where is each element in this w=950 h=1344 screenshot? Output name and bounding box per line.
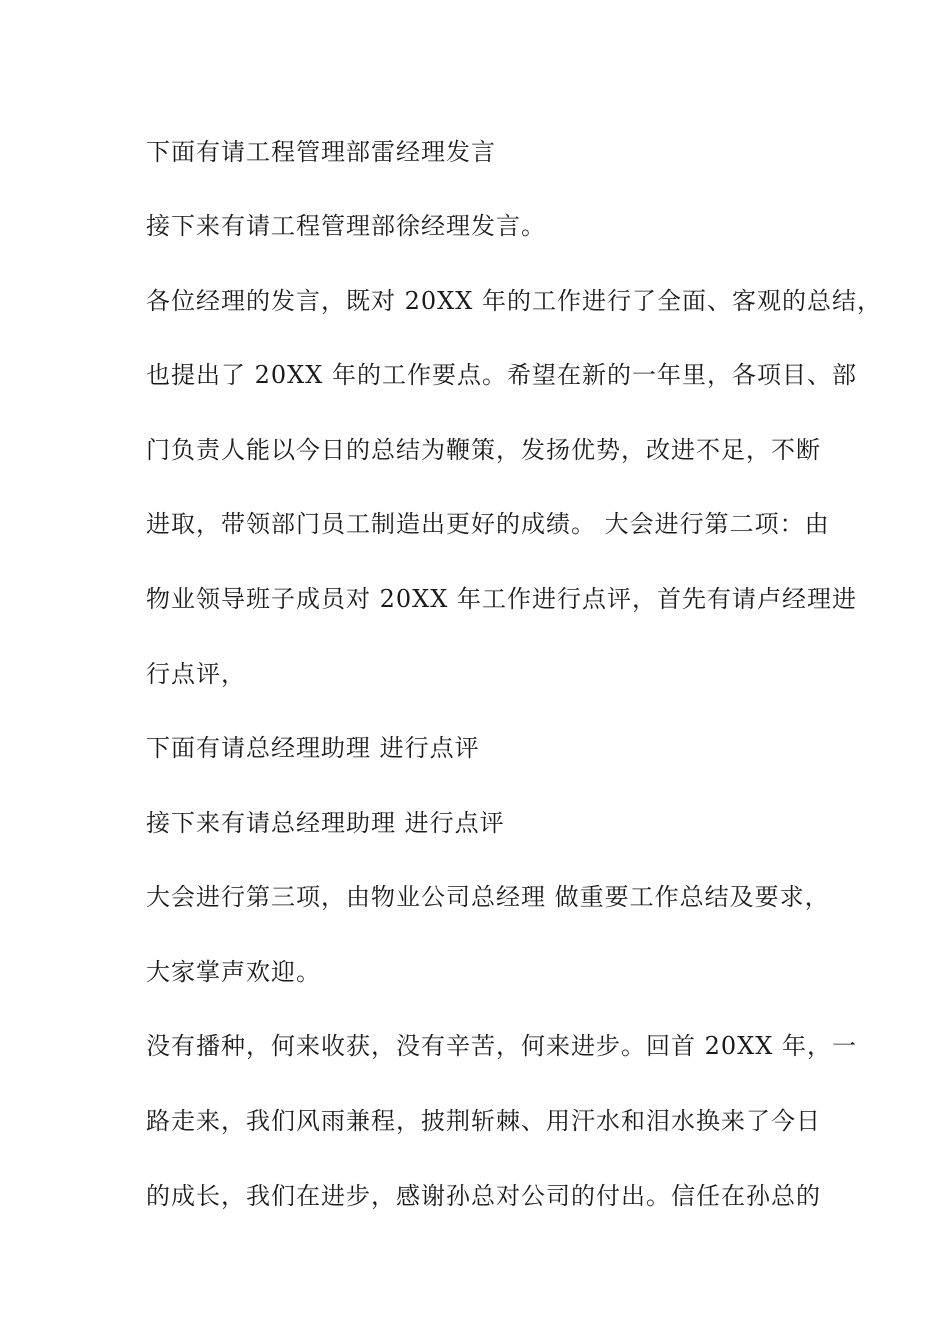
text-line: 各位经理的发言，既对 20XX 年的工作进行了全面、客观的总结， (146, 287, 882, 315)
text-line: 也提出了 20XX 年的工作要点。希望在新的一年里，各项目、部 (146, 361, 857, 389)
text-line: 进取，带领部门员工制造出更好的成绩。 大会进行第二项：由 (146, 510, 830, 538)
text-line: 物业领导班子成员对 20XX 年工作进行点评，首先有请卢经理进 (146, 585, 857, 613)
text-line: 大家掌声欢迎。 (146, 958, 321, 986)
text-line: 路走来，我们风雨兼程，披荆斩棘、用汗水和泪水换来了今日 (146, 1107, 821, 1135)
text-line: 没有播种，何来收获，没有辛苦，何来进步。回首 20XX 年，一 (146, 1032, 857, 1060)
text-line: 下面有请总经理助理 进行点评 (146, 734, 480, 762)
text-line: 下面有请工程管理部雷经理发言 (146, 138, 496, 166)
text-line: 门负责人能以今日的总结为鞭策，发扬优势，改进不足，不断 (146, 436, 821, 464)
text-line: 行点评， (146, 660, 246, 688)
text-line: 的成长，我们在进步，感谢孙总对公司的付出。信任在孙总的 (146, 1182, 821, 1210)
text-line: 接下来有请工程管理部徐经理发言。 (146, 212, 546, 240)
text-line: 大会进行第三项，由物业公司总经理 做重要工作总结及要求， (146, 883, 830, 911)
text-line: 接下来有请总经理助理 进行点评 (146, 809, 505, 837)
